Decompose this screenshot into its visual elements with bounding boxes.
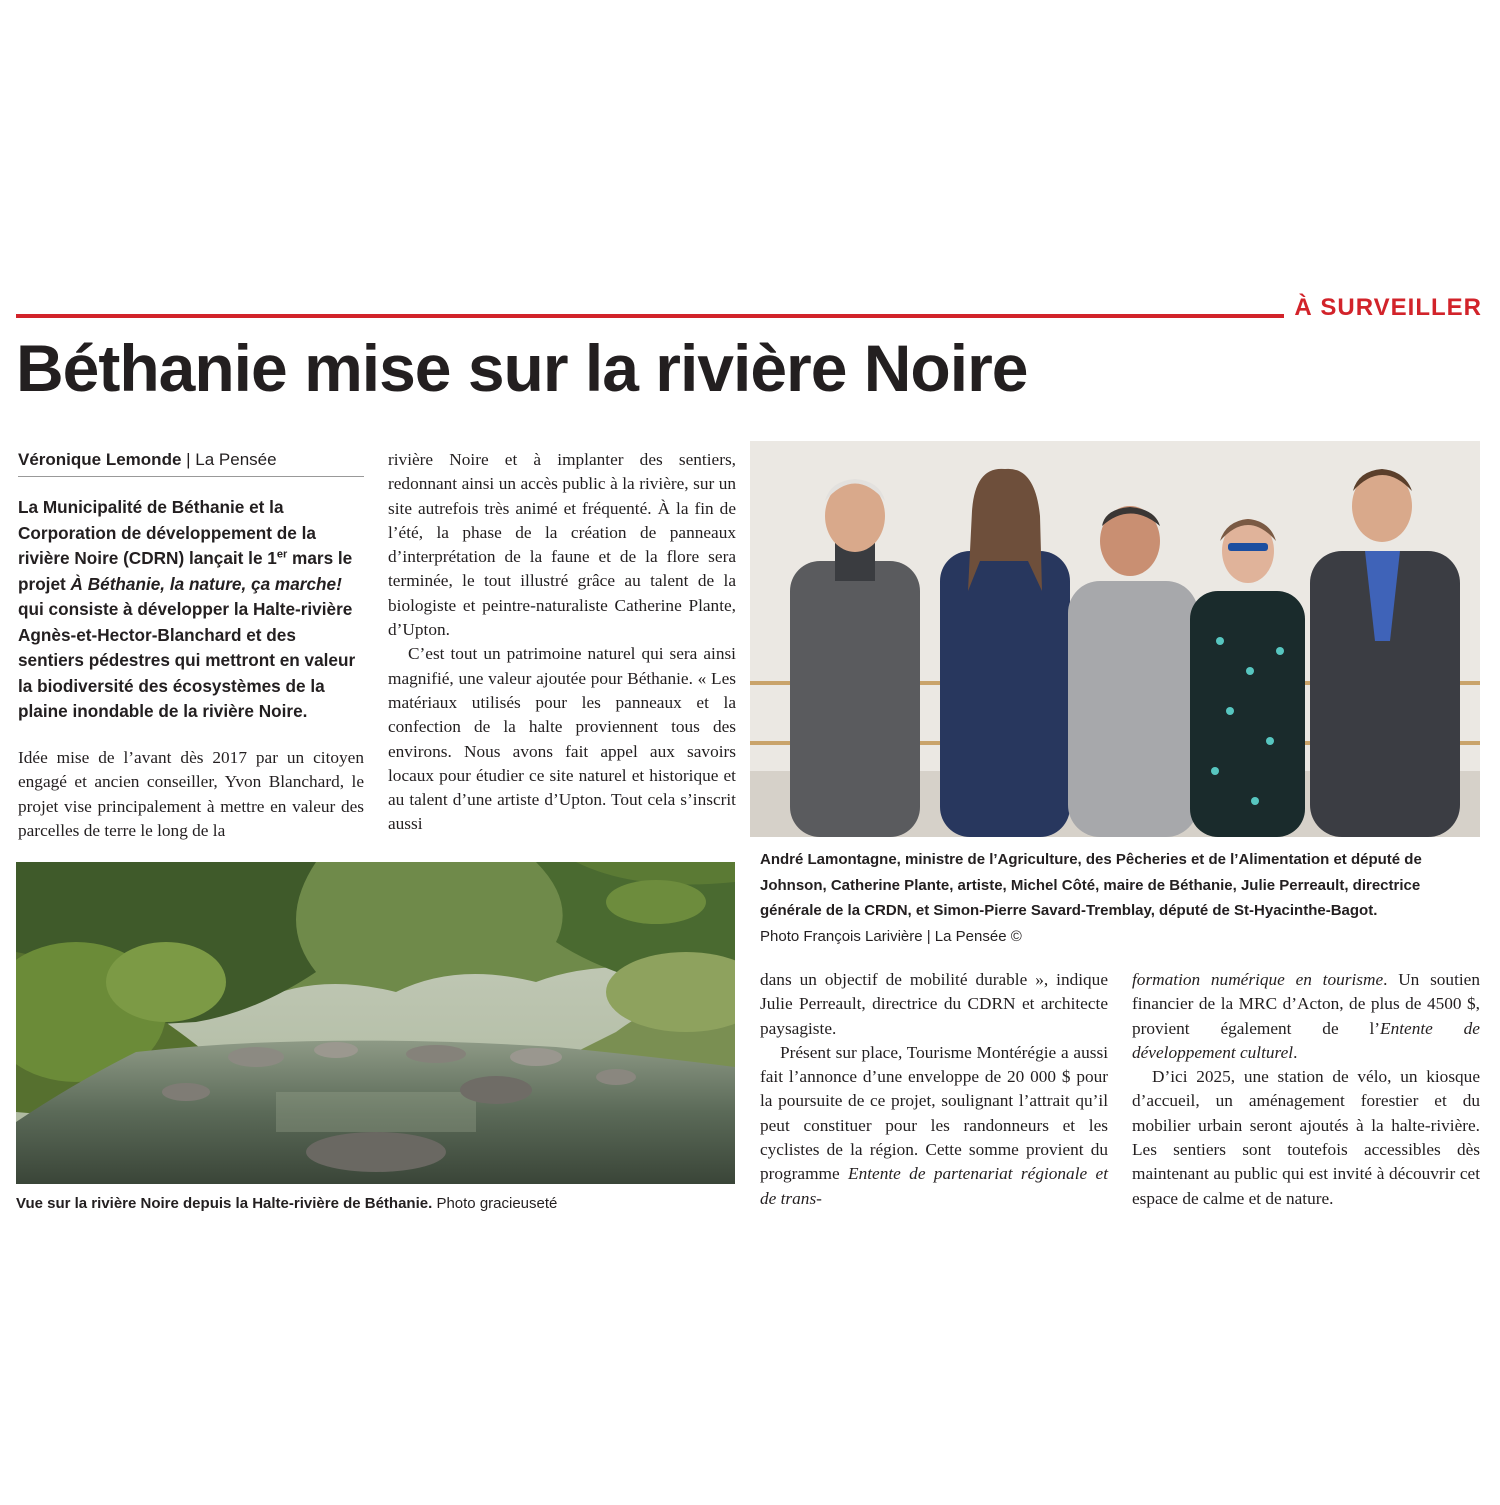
river-photo-caption	[16, 1194, 746, 1214]
lede-paragraph	[18, 495, 364, 725]
group-caption-text: André Lamontagne, ministre de l’Agriculture, des Pêcheries et de l’Alimentation et député de Johnson, Catherine Plante, artiste, Michel Côté, maire de Béthanie, Julie Perreault, directrice générale de la CRDN, et Simon-Pierre Savard-Tremblay, député de St-Hyacinthe-Bagot.	[760, 851, 1422, 919]
col4-program-name-2: Entente de développement culturel	[1132, 1018, 1480, 1062]
lede-project-name: À Béthanie, la nature, ça marche!	[70, 573, 342, 594]
lede-superscript: er	[276, 548, 288, 561]
column-3-body	[760, 968, 1108, 1211]
lede-text-1: La Municipalité de Béthanie et la Corporation de développement de la rivière Noire (CDRN) lançait le 1	[18, 497, 316, 568]
col4-paragraph-1	[1132, 968, 1480, 1065]
group-photo-credit: Photo François Larivière | La Pensée ©	[760, 927, 1022, 945]
group-photo	[750, 441, 1480, 837]
river-photo-credit: Photo gracieuseté	[432, 1195, 558, 1212]
river-photo	[16, 862, 735, 1184]
section-rule	[16, 314, 1284, 318]
col3-paragraph-2	[760, 1041, 1108, 1211]
col3-paragraph-2-text: Présent sur place, Tourisme Montérégie a aussi fait l’annonce d’une enveloppe de 20 000 $ pour la poursuite de ce projet, soulignant l’attrait qu’il peut constituer pour les randonneurs et les cyclistes de la région. Cette somme provient du programme	[760, 1042, 1108, 1184]
lede-text-3: qui consiste à développer la Halte-rivière Agnès-et-Hector-Blanchard et des sentiers pédestres qui mettront en valeur la biodiversité des écosystèmes de la plaine inondable de la rivière Noire.	[18, 599, 356, 721]
col4-paragraph-1-text: . Un soutien financier de la MRC d’Acton, de plus de 4500 $, provient également de l’	[1132, 970, 1480, 1038]
col1-paragraph-1: Idée mise de l’avant dès 2017 par un citoyen engagé et ancien conseiller, Yvon Blanchard, le projet vise principalement à mettre en valeur des parcelles de terre le long de la	[18, 748, 364, 840]
col4-program-name: formation numérique en tourisme	[1132, 970, 1384, 989]
section-label: À SURVEILLER	[1294, 294, 1482, 321]
byline	[18, 448, 364, 472]
col3-program-name: Entente de partenariat régionale et de trans-	[760, 1164, 1108, 1208]
byline-publication: La Pensée	[195, 450, 277, 469]
byline-divider	[18, 476, 364, 477]
byline-separator: |	[181, 450, 196, 469]
col4-paragraph-2: D’ici 2025, une station de vélo, un kiosque d’accueil, un aménagement forestier et du mobilier urbain seront ajoutés à la halte-rivière. Les sentiers sont toutefois accessibles dès maintenant au public qui est invité à découvrir cet espace de calme et de nature.	[1132, 1067, 1480, 1208]
col4-paragraph-1-end: .	[1293, 1042, 1298, 1062]
group-photo-caption	[760, 847, 1482, 949]
headline: Béthanie mise sur la rivière Noire	[16, 331, 1028, 405]
column-1-body	[18, 746, 364, 843]
column-2-body	[388, 448, 736, 837]
lede-text-2: mars le projet	[18, 548, 353, 594]
col2-paragraph-1: rivière Noire et à implanter des sentiers, redonnant ainsi un accès public à la rivière, sur un site autrefois très animé et fréquenté. À la fin de l’été, la phase de la création de panneaux d’interprétation de la faune et de la flore sera terminée, le tout illustré grâce au talent de la biologiste et peintre-naturaliste Catherine Plante, d’Upton.	[388, 450, 736, 640]
column-4-body	[1132, 968, 1480, 1211]
col3-paragraph-1: dans un objectif de mobilité durable », indique Julie Perreault, directrice du CDRN et architecte paysagiste.	[760, 970, 1108, 1038]
river-caption-text: Vue sur la rivière Noire depuis la Halte-rivière de Béthanie.	[16, 1195, 433, 1212]
col2-paragraph-2: C’est tout un patrimoine naturel qui sera ainsi magnifié, une valeur ajoutée pour Béthanie. « Les matériaux utilisés pour les panneaux et la confection de la halte proviennent tous des environs. Nous avons fait appel aux savoirs locaux pour étudier ce site naturel et historique et au talent d’une artiste d’Upton. Tout cela s’inscrit aussi	[388, 644, 736, 834]
byline-author: Véronique Lemonde	[18, 450, 182, 469]
